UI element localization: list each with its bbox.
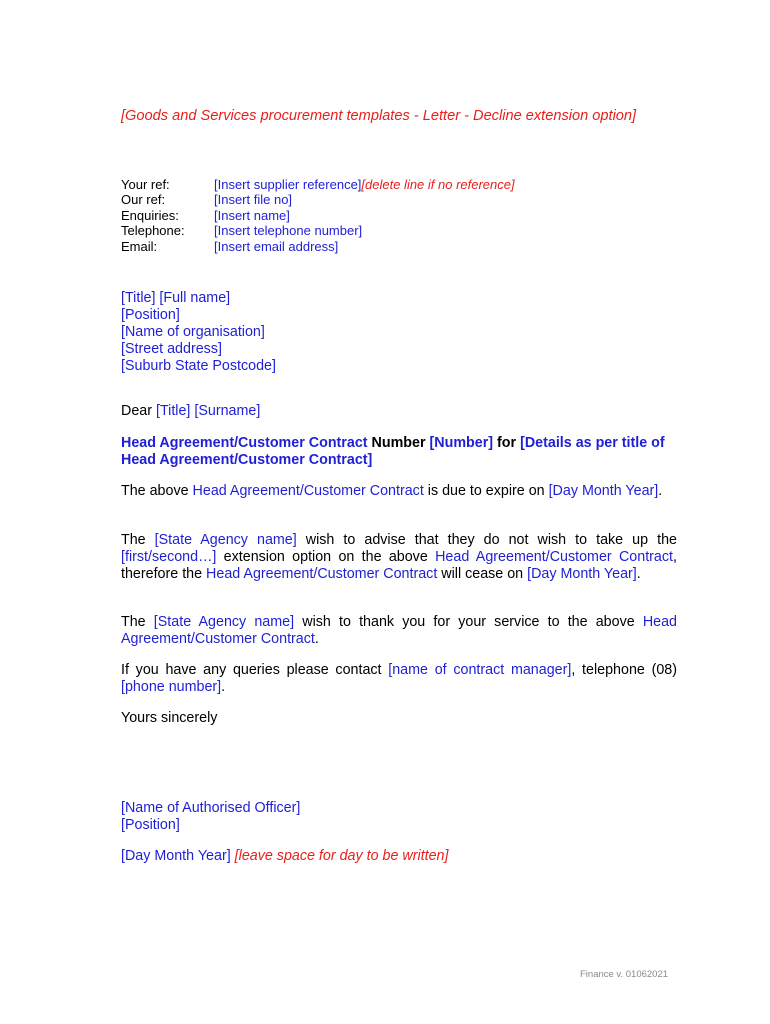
para2-contract-1: Head Agreement/Customer Contract <box>435 549 674 565</box>
email-label: Email: <box>121 238 158 254</box>
salutation <box>121 403 677 420</box>
heading-details: [Details as per title of Head Agreement/Customer Contract] <box>121 435 665 468</box>
para3-text-c: wish to thank you for your service to the above <box>294 614 643 630</box>
enquiries-value: [Insert name] <box>214 207 290 223</box>
email-row <box>121 239 515 254</box>
para2-text-i: will cease on <box>437 566 528 582</box>
date-line <box>121 848 448 865</box>
signature-block <box>121 800 300 834</box>
para4-text-e: . <box>221 679 226 695</box>
para2-text-k: . <box>636 566 641 582</box>
para2-date: [Day Month Year] <box>527 566 637 582</box>
para2-text-g: , therefore the <box>121 549 677 582</box>
reference-block <box>121 177 515 254</box>
signatory-name: [Name of Authorised Officer] <box>121 800 301 816</box>
email-value: [Insert email address] <box>214 238 339 254</box>
heading-for: for <box>493 435 521 451</box>
address-line-suburb: [Suburb State Postcode] <box>121 358 276 374</box>
telephone-value: [Insert telephone number] <box>214 223 363 239</box>
para2-text-c: wish to advise that they do not wish to take up the <box>296 532 677 548</box>
para1-contract: Head Agreement/Customer Contract <box>192 483 424 499</box>
para4-text-c: , telephone (08) <box>571 662 677 678</box>
para2-option: [first/second…] <box>121 549 217 565</box>
para4-phone: [phone number] <box>121 679 222 695</box>
para3-contract: Head Agreement/Customer Contract <box>121 614 678 647</box>
heading-number: [Number] <box>429 435 494 451</box>
para1-text-e: . <box>658 483 663 499</box>
salutation-dear: Dear <box>121 403 156 419</box>
your-ref-value: [Insert supplier reference] <box>214 177 362 192</box>
our-ref-row <box>121 192 515 207</box>
signatory-position: [Position] <box>121 817 180 833</box>
footer-version: Finance v. 01062021 <box>580 969 669 980</box>
heading-number-word: Number <box>367 435 430 451</box>
paragraph-expiry <box>121 483 677 500</box>
para3-text-a: The <box>121 614 154 630</box>
para2-agency: [State Agency name] <box>154 532 297 548</box>
template-title: [Goods and Services procurement templates - Letter - Decline extension option] <box>121 108 637 124</box>
para4-manager: [name of contract manager] <box>388 662 572 678</box>
heading-contract: Head Agreement/Customer Contract <box>121 435 368 451</box>
date-value: [Day Month Year] <box>121 848 231 864</box>
salutation-surname: [Surname] <box>194 403 261 419</box>
address-line-position: [Position] <box>121 307 180 323</box>
para1-text-a: The above <box>121 483 193 499</box>
address-line-name: [Title] [Full name] <box>121 290 231 306</box>
your-ref-note: [delete line if no reference] <box>361 177 515 192</box>
para2-contract-2: Head Agreement/Customer Contract <box>206 566 438 582</box>
paragraph-decline <box>121 532 677 583</box>
paragraph-queries <box>121 662 677 696</box>
para1-text-c: is due to expire on <box>423 483 549 499</box>
telephone-row <box>121 223 515 238</box>
address-line-street: [Street address] <box>121 341 222 357</box>
para1-date: [Day Month Year] <box>548 483 659 499</box>
our-ref-label: Our ref: <box>121 192 166 208</box>
telephone-label: Telephone: <box>121 223 185 239</box>
your-ref-row <box>121 177 515 192</box>
para3-text-e: . <box>314 631 319 647</box>
address-line-organisation: [Name of organisation] <box>121 324 265 340</box>
recipient-address <box>121 290 276 375</box>
para4-text-a: If you have any queries please contact <box>121 662 389 678</box>
our-ref-value: [Insert file no] <box>214 192 293 208</box>
enquiries-label: Enquiries: <box>121 207 179 223</box>
para2-text-e: extension option on the above <box>216 549 436 565</box>
para3-agency: [State Agency name] <box>153 614 295 630</box>
enquiries-row <box>121 208 515 223</box>
paragraph-thanks <box>121 614 677 648</box>
letter-heading <box>121 435 677 469</box>
date-note: [leave space for day to be written] <box>234 848 449 864</box>
closing: Yours sincerely <box>121 710 218 726</box>
para2-text-a: The <box>121 532 155 548</box>
salutation-title: [Title] <box>155 403 191 419</box>
your-ref-label: Your ref: <box>121 177 170 192</box>
